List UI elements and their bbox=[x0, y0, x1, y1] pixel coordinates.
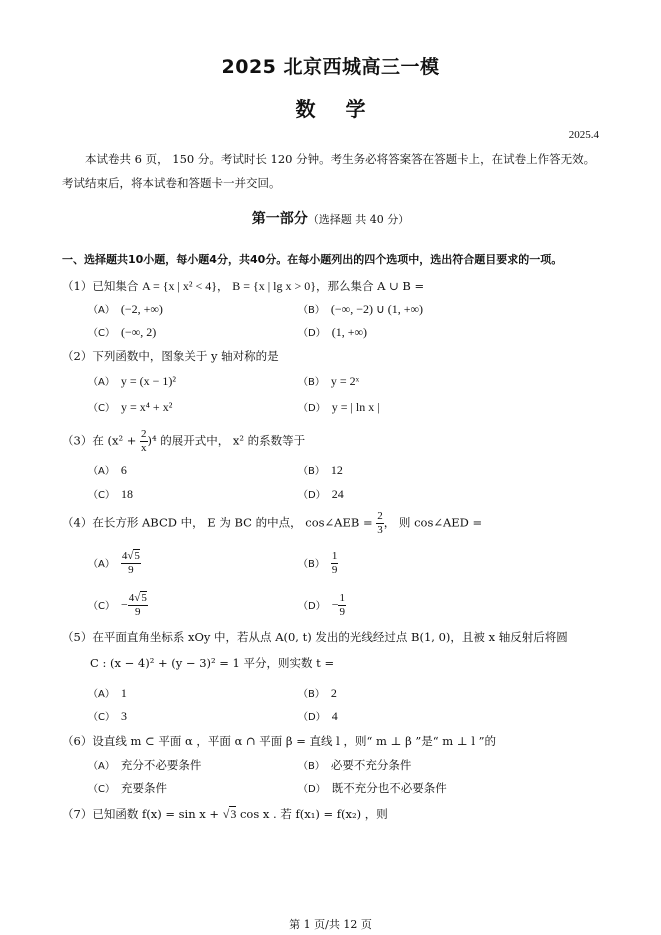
option-text: 2 bbox=[330, 686, 337, 700]
fraction bbox=[331, 550, 339, 577]
option-text: 充要条件 bbox=[120, 781, 167, 795]
option-label: （C） bbox=[88, 328, 115, 339]
question-text: 在 (x² + bbox=[92, 433, 141, 448]
fraction-numerator: 1 bbox=[339, 592, 345, 604]
option-text: y = (x − 1)² bbox=[120, 374, 176, 388]
radicand: 5 bbox=[141, 592, 147, 604]
question-text: 在长方形 ABCD 中， E 为 BC 的中点， cos∠AEB = bbox=[92, 515, 377, 530]
option-c bbox=[88, 399, 172, 415]
option-text: (1, +∞) bbox=[331, 325, 368, 339]
option-d bbox=[298, 486, 344, 502]
question-number: （2） bbox=[62, 349, 93, 363]
question-7 bbox=[62, 806, 388, 822]
question-text: 已知集合 bbox=[92, 279, 142, 293]
fraction-numerator: 2 bbox=[377, 510, 383, 522]
option-text: 3 bbox=[120, 709, 127, 723]
section-heading: 一、选择题共10小题，每小题4分，共40分。在每小题列出的四个选项中，选出符合题目要求的一项。 bbox=[62, 253, 563, 266]
question-2 bbox=[62, 348, 279, 364]
option-text: (−∞, −2) ∪ (1, +∞) bbox=[330, 302, 424, 316]
option-label: （C） bbox=[88, 712, 115, 723]
option-label: （B） bbox=[298, 305, 325, 316]
fraction-numerator: 4√5 bbox=[128, 592, 147, 604]
option-label: （D） bbox=[298, 328, 326, 339]
page-footer: 第 1 页/共 12 页 bbox=[289, 918, 372, 931]
fraction-denominator: 9 bbox=[339, 606, 345, 618]
option-label: （A） bbox=[88, 558, 115, 570]
radicand: 3 bbox=[230, 807, 237, 821]
question-text: 设直线 m ⊂ 平面 α ，平面 α ∩ 平面 β = 直线 l ，则“ m ⊥ β ”是“ m ⊥ l ”的 bbox=[92, 734, 497, 748]
option-label: （C） bbox=[88, 784, 115, 795]
option-b bbox=[298, 301, 423, 317]
fraction-numerator: 2 bbox=[141, 428, 147, 440]
option-a bbox=[88, 685, 127, 701]
fraction-denominator: 9 bbox=[128, 564, 134, 576]
separator: ， bbox=[217, 279, 233, 293]
question-number: （6） bbox=[62, 734, 93, 748]
option-a bbox=[88, 462, 127, 478]
option-text: 1 bbox=[120, 686, 127, 700]
option-b bbox=[298, 685, 337, 701]
question-text: 已知函数 f(x) = sin x + bbox=[92, 807, 223, 821]
fraction-denominator: 9 bbox=[135, 606, 141, 618]
sign: − bbox=[331, 597, 339, 612]
exam-title: 2025 北京西城高三一模 bbox=[221, 56, 440, 78]
fraction bbox=[376, 510, 384, 537]
option-label: （B） bbox=[298, 558, 325, 570]
question-4 bbox=[62, 510, 482, 537]
option-b bbox=[298, 757, 411, 773]
option-a bbox=[88, 301, 163, 317]
option-c bbox=[88, 780, 167, 796]
option-text: 4 bbox=[331, 709, 338, 723]
set-a: A = {x | x² < 4} bbox=[141, 279, 218, 293]
option-text: 充分不必要条件 bbox=[120, 758, 202, 772]
option-label: （A） bbox=[88, 377, 115, 388]
option-d bbox=[298, 708, 338, 724]
set-b: B = {x | lg x > 0} bbox=[232, 279, 316, 293]
question-5-line-2: C : (x − 4)² + (y − 3)² = 1 平分，则实数 t = bbox=[90, 656, 335, 670]
fraction bbox=[140, 428, 148, 455]
option-label: （B） bbox=[298, 689, 325, 700]
option-label: （A） bbox=[88, 689, 115, 700]
option-b bbox=[298, 373, 359, 389]
question-number: （1） bbox=[62, 279, 93, 293]
subject-title: 数学 bbox=[295, 97, 396, 121]
part-heading bbox=[0, 208, 661, 228]
question-number: （5） bbox=[62, 630, 93, 644]
fraction bbox=[338, 592, 346, 619]
option-text: 24 bbox=[331, 487, 344, 501]
option-label: （B） bbox=[298, 377, 325, 388]
question-6 bbox=[62, 733, 496, 749]
option-label: （A） bbox=[88, 761, 115, 772]
option-label: （D） bbox=[298, 712, 326, 723]
question-text: 下列函数中，图象关于 y 轴对称的是 bbox=[92, 349, 279, 363]
question-text: 在平面直角坐标系 xOy 中，若从点 A(0, t) 发出的光线经过点 B(1, 0)，且被 x 轴反射后将圆 bbox=[92, 630, 568, 644]
option-d bbox=[298, 324, 367, 340]
fraction-numerator: 1 bbox=[331, 550, 338, 562]
fraction-denominator: x bbox=[141, 442, 147, 454]
fraction bbox=[128, 592, 148, 619]
option-label: （D） bbox=[298, 490, 326, 501]
option-text: y = x⁴ + x² bbox=[120, 400, 173, 414]
question-3 bbox=[62, 428, 305, 455]
option-label: （C） bbox=[88, 490, 115, 501]
option-text: (−∞, 2) bbox=[120, 325, 157, 339]
radicand: 5 bbox=[134, 550, 140, 562]
instructions: 本试卷共 6 页， 150 分。考试时长 120 分钟。考生务必将答案答在答题卡上，在试卷上作答无效。考试结束后，将本试卷和答题卡一并交回。 bbox=[62, 152, 596, 190]
option-text: y = 2ˣ bbox=[330, 374, 360, 388]
option-text: (−2, +∞) bbox=[120, 302, 163, 316]
option-label: （A） bbox=[88, 305, 115, 316]
option-a bbox=[88, 550, 141, 577]
option-text: 12 bbox=[330, 463, 343, 477]
part-title: 第一部分 bbox=[251, 211, 308, 227]
sign: − bbox=[120, 597, 128, 612]
option-c bbox=[88, 592, 148, 619]
question-number: （3） bbox=[62, 433, 93, 448]
option-c bbox=[88, 486, 133, 502]
fraction-numerator: 4√5 bbox=[121, 550, 140, 562]
option-text: 既不充分也不必要条件 bbox=[331, 781, 447, 795]
option-b bbox=[298, 462, 343, 478]
option-text: y = | ln x | bbox=[331, 400, 380, 414]
option-label: （C） bbox=[88, 600, 115, 612]
option-text: 6 bbox=[120, 463, 127, 477]
option-c bbox=[88, 708, 127, 724]
question-text: ， 则 cos∠AED = bbox=[383, 515, 483, 530]
question-number: （4） bbox=[62, 515, 93, 530]
option-d bbox=[298, 399, 380, 415]
part-note: （选择题 共 40 分） bbox=[307, 213, 410, 226]
option-d bbox=[298, 780, 447, 796]
fraction-denominator: 3 bbox=[377, 524, 383, 536]
option-d bbox=[298, 592, 346, 619]
option-label: （C） bbox=[88, 403, 115, 414]
option-c bbox=[88, 324, 156, 340]
option-b bbox=[298, 550, 338, 577]
exam-date: 2025.4 bbox=[568, 129, 599, 141]
option-a bbox=[88, 757, 201, 773]
option-text: 必要不充分条件 bbox=[330, 758, 412, 772]
question-5 bbox=[62, 629, 568, 645]
option-label: （A） bbox=[88, 466, 115, 477]
option-a bbox=[88, 373, 176, 389]
fraction bbox=[121, 550, 141, 577]
question-text: cos x . 若 f(x₁) = f(x₂) ，则 bbox=[236, 807, 388, 821]
option-label: （B） bbox=[298, 761, 325, 772]
coefficient: 4 bbox=[121, 550, 128, 562]
coefficient: 4 bbox=[128, 592, 135, 604]
question-text: ，那么集合 A ∪ B = bbox=[316, 279, 425, 293]
question-text: )⁴ 的展开式中， x² 的系数等于 bbox=[147, 433, 306, 448]
question-1 bbox=[62, 278, 424, 294]
option-label: （D） bbox=[298, 600, 326, 612]
option-label: （B） bbox=[298, 466, 325, 477]
sqrt-expression: √3 bbox=[222, 807, 237, 821]
fraction-denominator: 9 bbox=[331, 564, 338, 576]
option-text: 18 bbox=[120, 487, 133, 501]
option-label: （D） bbox=[298, 403, 326, 414]
option-label: （D） bbox=[298, 784, 326, 795]
question-number: （7） bbox=[62, 807, 93, 821]
